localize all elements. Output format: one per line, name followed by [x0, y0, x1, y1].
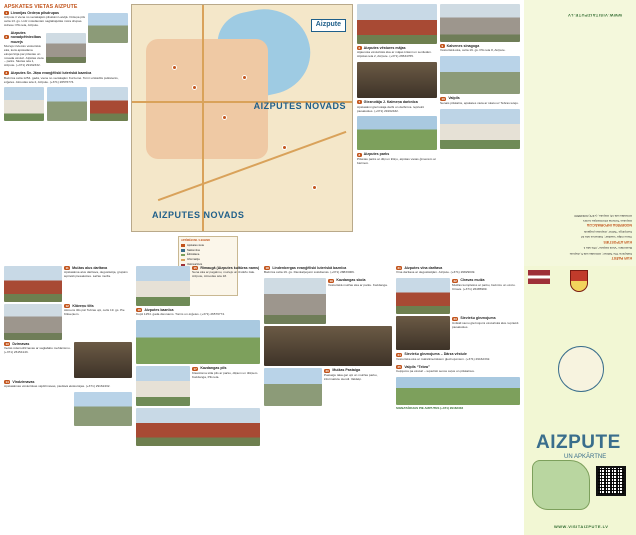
bottom-right-panel: [396, 266, 520, 531]
lutheran-church-photo: [264, 278, 326, 324]
latvia-flag-icon: [528, 270, 550, 284]
church-photo: [4, 87, 44, 121]
section-title: Valpils “Tebra”: [404, 364, 430, 369]
legend-item: Velomaršruts: [181, 263, 235, 266]
section-title: Rimaugā (Aizputes kultūras nams): [200, 266, 260, 270]
col3-section: [357, 46, 437, 59]
section-title: Sieviešu gleznojums: [460, 316, 496, 321]
br-section: [396, 365, 520, 374]
section-text: Unikāli sienu gleznojumi vēsturiskā ēkā. Iepriekš piesakoties.: [452, 320, 519, 329]
history-house-photo: [357, 4, 437, 44]
bottom-left-panel: [4, 266, 132, 531]
legend-title: APZĪMĒJUMI / LEGEND: [181, 239, 210, 242]
section-number: 9: [441, 44, 444, 49]
map-town-label: Aizpute: [311, 19, 346, 32]
section-text: Aizpute ir viena no senākajām pilsētām Latvijā. Ordeņa pils celta 13. gs. Līdz mūsdienām saglabājušās mūra drupas. Adrese: Pils iela, Aizpute.: [4, 14, 85, 27]
interior-photo: [264, 326, 392, 366]
col3-section: [357, 100, 437, 113]
section-title: Gleznotāja J. Kalmeņa darbnīca: [363, 100, 418, 105]
cover-title: AIZPUTE: [536, 432, 621, 453]
synagogue-photo: [440, 4, 520, 42]
back-url[interactable]: WWW.VISITAIZPUTE.LV: [567, 13, 622, 18]
section-title: Aizputes Sv. Jāņa evaņģēliski luteriskā baznīca: [10, 71, 92, 76]
map-pin[interactable]: [242, 75, 247, 80]
bm2-section: [264, 266, 392, 275]
section-title: Kazdangas pils: [200, 366, 227, 371]
back-line: Aizputes Tūrisma informācijas centrs: [583, 218, 632, 223]
section-number: 13: [5, 342, 9, 347]
map-region-label: AIZPUTES NOVADS: [253, 101, 346, 111]
landscape-photo: [440, 109, 520, 149]
bottom-mid2-panel: [264, 266, 392, 531]
legend-item: Apskates vieta: [181, 244, 235, 247]
col1-section: [4, 71, 128, 84]
section-number: 11: [65, 266, 69, 271]
castle-photo: [88, 13, 128, 43]
back-heading: KUR ATPŪSTIES: [603, 239, 632, 244]
back-line: Kempings “Tebra”, Aizputes pagasts: [583, 230, 632, 234]
section-number: 2: [5, 35, 8, 40]
footer-note: SIGNATÁRIJAS PIE AIZPUTES (+371) 29162332: [396, 406, 464, 411]
col1-panel: [4, 4, 128, 232]
back-heading: KUR PAĒST: [611, 256, 632, 260]
section-number: 8: [358, 152, 361, 157]
section-text: Senais pilskalns, apskates vieta ar skatu uz Tebras ieleju.: [440, 100, 519, 105]
hillfort-photo: [440, 56, 520, 94]
back-line: Atmodas iela 18, Aizpute, (+371) 63348880: [574, 213, 632, 218]
map-town-area: [146, 39, 268, 159]
map-road: [202, 5, 204, 232]
section-number: 21: [397, 266, 401, 271]
qr-code[interactable]: [596, 466, 626, 496]
cover-emblem: [558, 346, 604, 392]
section-text: Baznīca celta 1254. gadā, viena no vecākajām Kurzemē. Tornī uzstādīts pulkstenis, ērģeles. Atmodas iela 2, Aizpute. (+371) 26576774.: [4, 75, 119, 84]
street-photo: [47, 87, 87, 121]
back-line: Kafejnīca “Pie Tebras”, Atmodas iela 5, Aizpute: [569, 251, 632, 256]
section-title: Aizputes vēstures mājas: [363, 46, 406, 50]
section-title: Livonijas Ordeņa pilsdrupas: [10, 10, 59, 15]
section-text: Apskatāmas vēsturiskas vējdzirnavas, piedāvā ekskursijas. (+371) 29162432.: [4, 384, 111, 389]
mill-photo: [74, 342, 132, 378]
section-title: Cīravas muiža: [460, 278, 485, 283]
section-number: 23: [453, 316, 457, 321]
section-title: Muižas alus darītava: [72, 266, 108, 270]
back-line: Restorāns “Vecā Aizpute”, Pils iela 1: [583, 246, 632, 251]
section-text: Apskatāma alus darītava, degustācija, grupām iepriekš piesakoties. Lažas muiža.: [64, 270, 128, 279]
col4-section: [440, 96, 520, 105]
region-map-icon: [532, 460, 590, 510]
walk-photo: [264, 368, 322, 406]
section-title: Kazdangas skola: [336, 278, 366, 283]
cover-panel: [524, 266, 636, 535]
map-pin[interactable]: [312, 185, 317, 190]
map-pin[interactable]: [222, 115, 227, 120]
section-title: Vīndzirnavas: [12, 380, 35, 384]
bm-section: [136, 308, 260, 317]
section-number: 1: [5, 10, 8, 15]
section-title: Sieviešu gleznojums – Dārza vēstule: [404, 352, 467, 357]
section-text: Akmens tilts pār Tebras upi, celts 19. gs. Pie Klāveņiem.: [64, 308, 125, 317]
section-text: Kopš 1254. gada dievnams. Tornis un ērģeles. (+371) 26576774.: [136, 312, 225, 317]
bottom-mid-panel: [136, 266, 260, 531]
map-pin[interactable]: [192, 85, 197, 90]
section-number: 25: [397, 364, 401, 369]
section-title: Klāveņu tilts: [72, 304, 94, 308]
mural-photo: [396, 316, 450, 350]
section-title: Aizputes vīna darītava: [404, 266, 443, 270]
section-title: Valpils: [448, 96, 460, 101]
section-number: 24: [397, 352, 401, 357]
manor-photo: [136, 366, 190, 406]
map-pin[interactable]: [172, 65, 177, 70]
manor-photo-2: [136, 408, 260, 446]
workshop-photo: [357, 62, 437, 98]
section-text: Muižas komplekss ar parku, baznīcu un ozolu. Cīrava. (+371) 26485999.: [452, 282, 516, 291]
back-line: Viesu māja “Lazdas”, Kalvenes iela 12: [581, 235, 632, 240]
section-text: Sena ēka ar pagalmu, muzejs un izstāžu zāle. Aizpute, Atmodas iela 18.: [192, 270, 256, 279]
section-text: Klasicisma stila pils ar parku, dīķiem un tiltiņiem. Kazdanga, Pils iela.: [192, 370, 259, 379]
section-number: 7: [358, 100, 361, 105]
section-text: Atjaunota vēsturiskā ēka ar mājas krāsni un senlietām. Atpūtas iela 2, Aizpute. (+371) 26534765.: [357, 50, 432, 59]
section-text: Muzejs izvietots vēsturiskā ēkā, kurā apskatāma ekspozīcija par pilsētas un novada vēsturi. Atpūtas vieta – parks. Skolas iela 1, Aizpute. (+371) 29162332.: [4, 44, 44, 68]
back-heading: NODERĪGA INFORMĀCIJA: [586, 223, 632, 228]
map-region-label: AIZPUTES NOVADS: [152, 209, 245, 220]
section-title: Muižas Pastaiga: [332, 368, 361, 373]
bridge-photo: [4, 304, 62, 340]
col1-title: APSKATES VIETAS AIZPUTĒ: [4, 4, 78, 10]
section-title: Kalvenes sinagoga: [446, 44, 480, 48]
section-text: Pastaigu taka gar upi un muižas parku, informatīvie stendi. Valdeķi.: [324, 372, 378, 381]
section-title: Aizputes baznīca: [144, 308, 174, 312]
section-text: Vēsturiska ēka ar mākslinieciskiem gleznojumiem. (+371) 29162332.: [396, 356, 491, 361]
section-number: 16: [137, 308, 141, 313]
church-photo-2: [136, 320, 260, 364]
cover-url[interactable]: WWW.VISITAIZPUTE.LV: [554, 524, 609, 529]
coat-of-arms-icon: [570, 270, 588, 292]
section-number: 20: [325, 368, 329, 373]
back-panel: [524, 0, 636, 266]
section-text: Vecās ūdensdzirnavas ar saglabātu mehānismu. (+371) 26154143.: [4, 346, 71, 355]
park-photo: [357, 116, 437, 150]
col3-panel: [357, 4, 437, 232]
winery-photo: [396, 278, 450, 314]
section-text: Ceļojums pa vēsturi – iepazīsti senos ceļus un pilskalnus.: [396, 369, 475, 374]
section-number: 6: [358, 46, 361, 51]
section-text: Vēsturiskā muižas ēka ar parku. Kazdanga.: [328, 282, 388, 287]
section-title: Dzirnavas: [12, 342, 30, 346]
bl-section: [4, 380, 132, 389]
br-section: [396, 352, 520, 361]
section-text: Pilsētas parks ar dīķi un tiltiņu, atpūtas vietas ģimenēm ar bērniem.: [357, 156, 436, 165]
section-number: 3: [5, 71, 8, 76]
br-section: [396, 266, 520, 275]
col4-section: [440, 44, 520, 53]
col3-section: [357, 152, 437, 165]
section-number: 18: [265, 266, 269, 271]
legend-item: Informācija: [181, 258, 235, 261]
section-text: Vēsturiskā ēka, celta 19. gs. Pils iela 8, Aizpute.: [440, 48, 506, 53]
section-title: Lindenbergas evaņģēliski luteriskā baznīca: [272, 266, 347, 270]
map-pin[interactable]: [282, 145, 287, 150]
back-panel-rotated: [524, 0, 636, 266]
museum-photo: [46, 33, 86, 63]
house-photo: [90, 87, 128, 121]
section-text: Baznīca celta 19. gs. Dievkalpojumi svētdienās. (+371) 28833006.: [264, 270, 355, 275]
legend-item: Ēdināšana: [181, 253, 235, 256]
brewery-photo: [4, 266, 62, 302]
section-number: 22: [453, 278, 457, 283]
section-number: 12: [65, 304, 69, 309]
section-number: 19: [329, 278, 333, 283]
legend-item: Naktsmītne: [181, 249, 235, 252]
col4-panel: [440, 4, 520, 232]
section-number: 10: [441, 96, 445, 101]
tebra-photo: [396, 377, 520, 405]
windmill-photo: [74, 392, 132, 426]
section-number: 14: [5, 380, 9, 385]
area-map: [131, 4, 353, 232]
cultural-house-photo: [136, 266, 190, 306]
cover-subtitle: UN APKĀRTNE: [564, 454, 607, 460]
section-text: Apskatāmi gleznotāja darbi un darbnīca. Iepriekš piesakoties. (+371) 29162432.: [357, 104, 424, 113]
section-title: Aizputes parks: [363, 152, 390, 157]
section-text: Vīna darītava ar degustācijām. Aizpute. (+371) 29829049.: [396, 270, 476, 275]
section-number: 15: [193, 266, 197, 271]
section-number: 17: [193, 366, 197, 371]
section-title: Aizputes novadpētniecības muzejs: [10, 30, 42, 44]
